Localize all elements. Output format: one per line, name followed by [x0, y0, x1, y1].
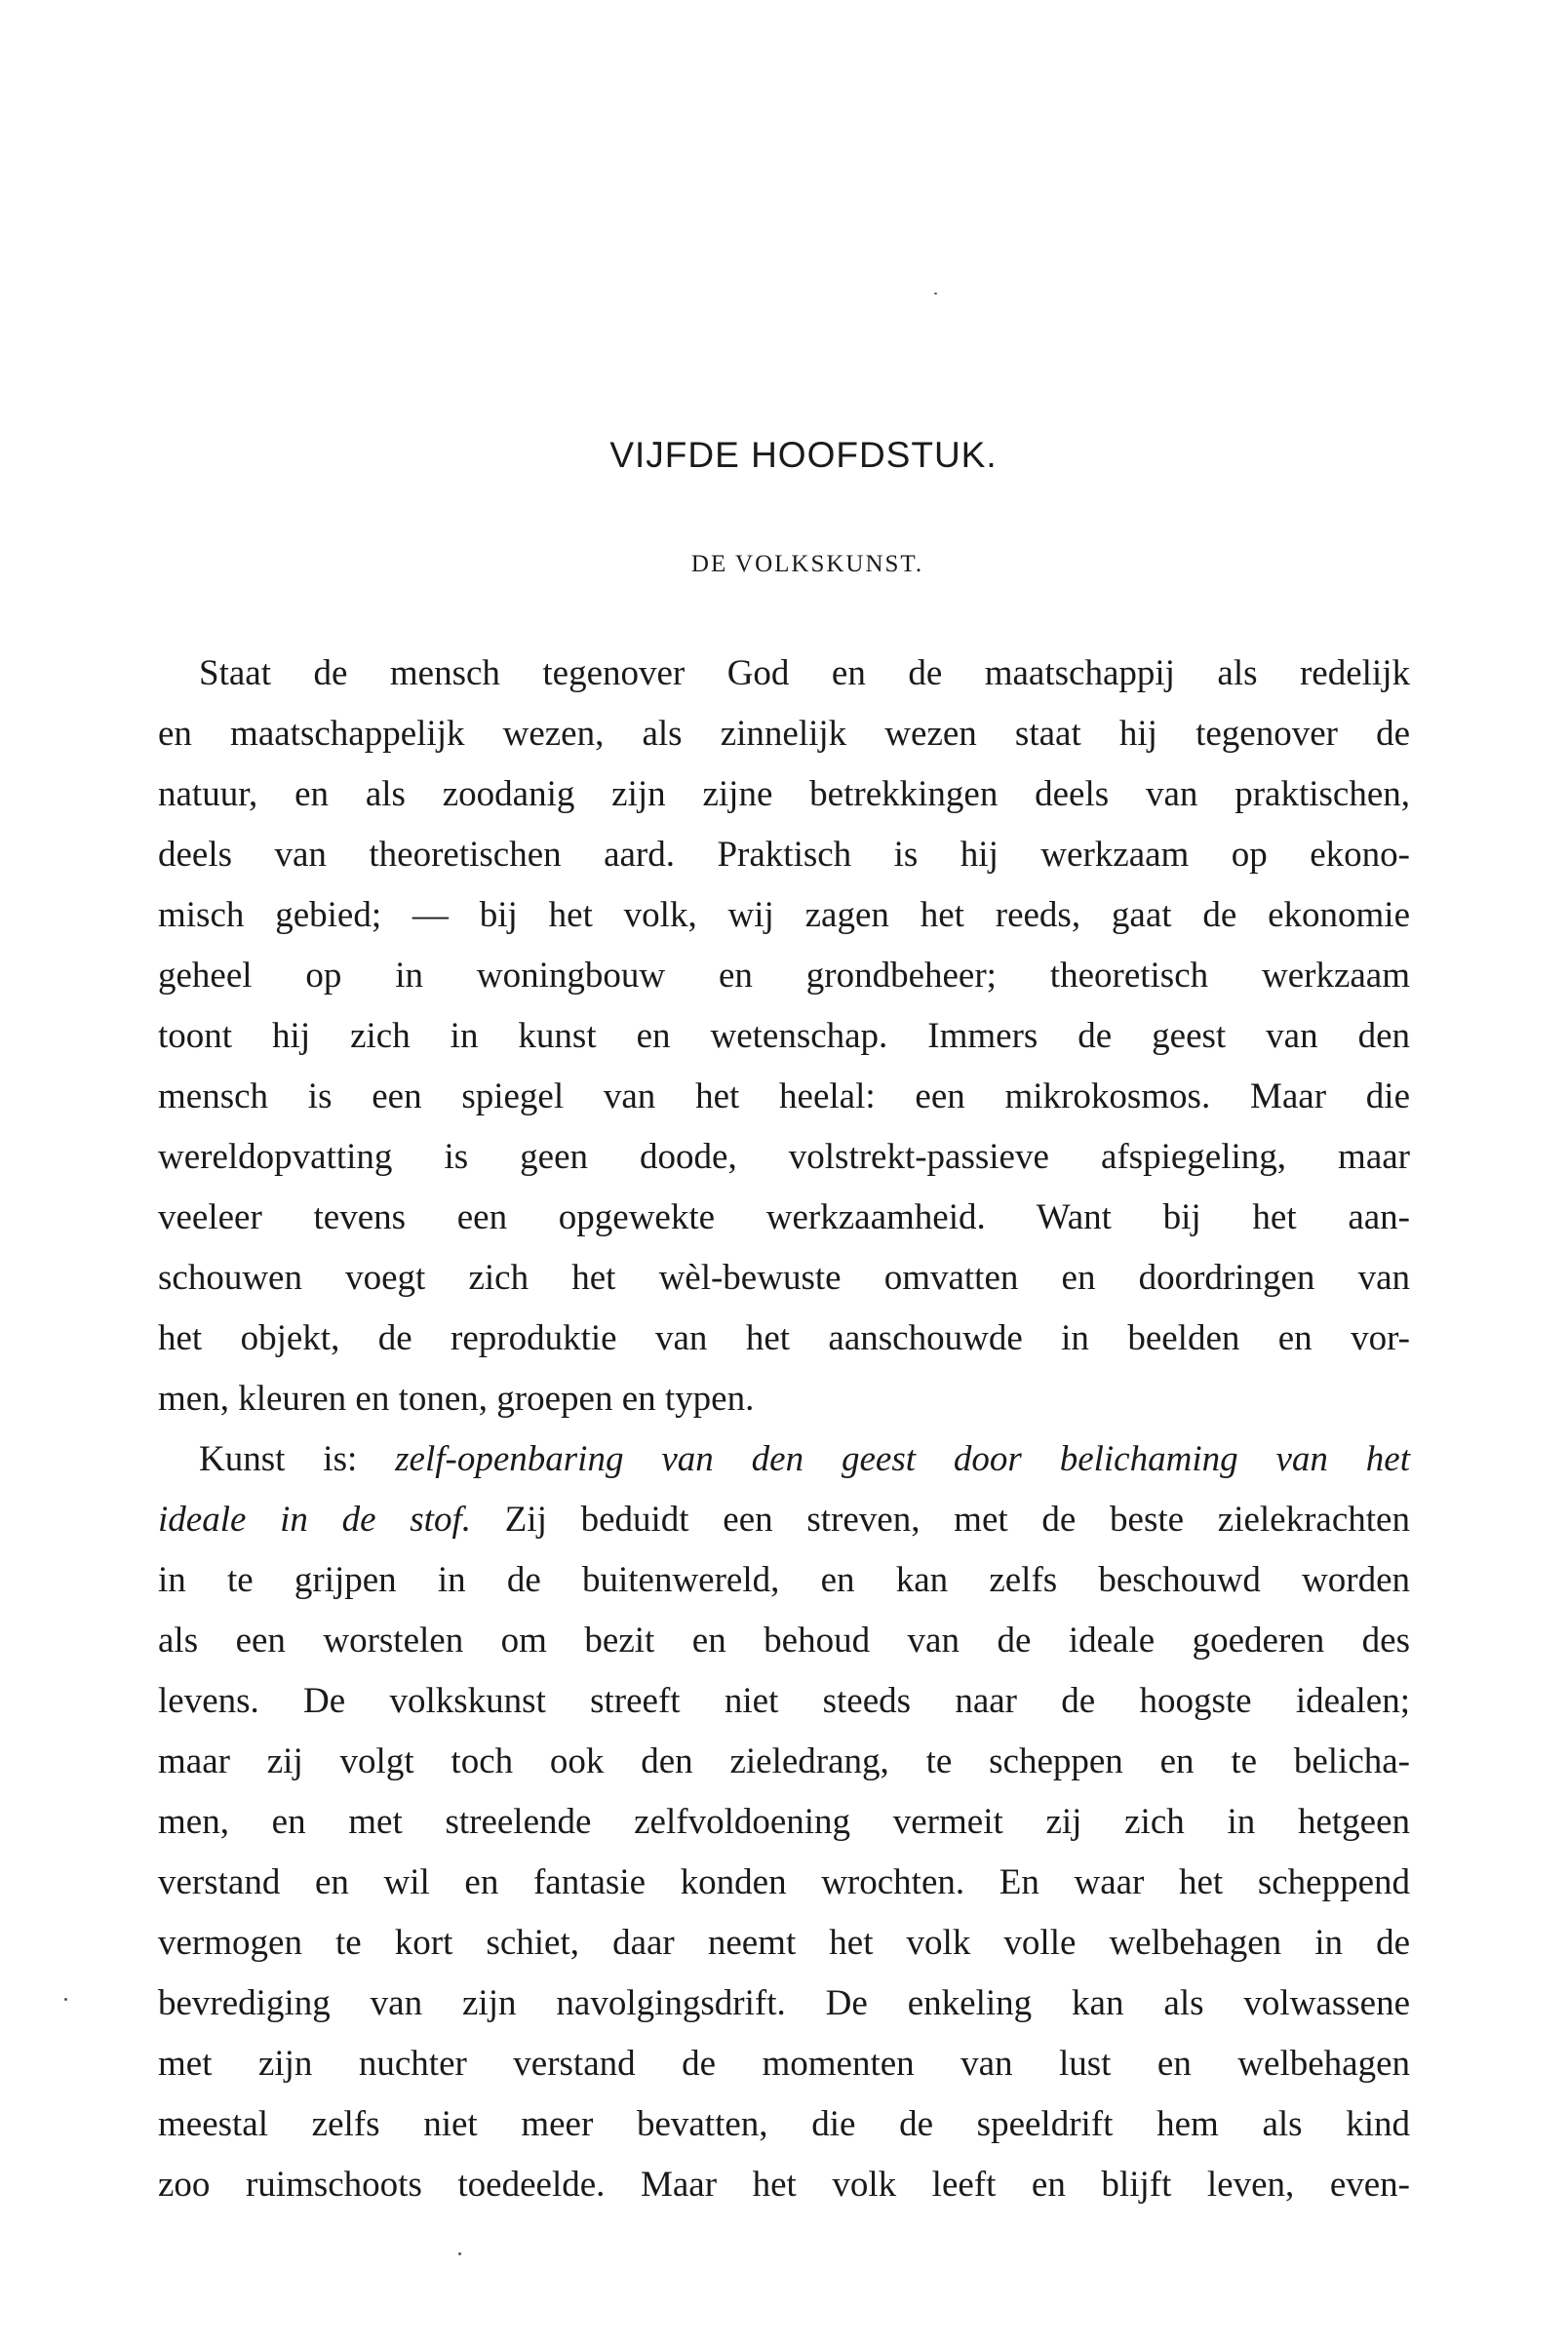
text-line: meestal zelfs niet meer bevatten, die de speeldrift hem als kind	[158, 2104, 1410, 2144]
text-line: met zijn nuchter verstand de momenten van lust en welbehagen	[158, 2044, 1410, 2084]
body-text	[158, 644, 1410, 2215]
text-line: wereldopvatting is geen doode, volstrekt-passieve afspiegeling, maar	[158, 1137, 1410, 1177]
text-line: men, en met streelende zelfvoldoening vermeit zij zich in hetgeen	[158, 1802, 1410, 1842]
paragraph-1	[158, 644, 1410, 1429]
text-line: toont hij zich in kunst en wetenschap. Immers de geest van den	[158, 1016, 1410, 1056]
text-line: het objekt, de reproduktie van het aanschouwde in beelden en vor-	[158, 1318, 1410, 1358]
text-line: maar zij volgt toch ook den zieledrang, te scheppen en te belicha-	[158, 1741, 1410, 1781]
definition-italic: ideale in de stof.	[158, 1500, 471, 1540]
text-line: misch gebied; — bij het volk, wij zagen het reeds, gaat de ekonomie	[158, 895, 1410, 935]
text-line: verstand en wil en fantasie konden wrochten. En waar het scheppend	[158, 1862, 1410, 1902]
text-line: in te grijpen in de buitenwereld, en kan zelfs beschouwd worden	[158, 1560, 1410, 1600]
text-line: als een worstelen om bezit en behoud van de ideale goederen des	[158, 1621, 1410, 1661]
text-line: schouwen voegt zich het wèl-bewuste omvatten en doordringen van	[158, 1258, 1410, 1298]
definition-italic: zelf-openbaring van den geest door belichaming van het	[395, 1439, 1411, 1479]
text-line: geheel op in woningbouw en grondbeheer; theoretisch werkzaam	[158, 956, 1410, 996]
text-line: veeleer tevens een opgewekte werkzaamheid. Want bij het aan-	[158, 1197, 1410, 1237]
text-line: men, kleuren en tonen, groepen en typen.	[158, 1379, 755, 1419]
text-line: mensch is een spiegel van het heelal: een mikrokosmos. Maar die	[158, 1076, 1410, 1116]
text-line: en maatschappelijk wezen, als zinnelijk wezen staat hij tegenover de	[158, 714, 1410, 754]
section-title: DE VOLKSKUNST.	[690, 551, 924, 577]
text-line	[158, 1490, 1410, 1550]
text-line: zoo ruimschoots toedeelde. Maar het volk leeft en blijft leven, even-	[158, 2165, 1410, 2205]
paragraph-2	[158, 1429, 1410, 2215]
text-line: natuur, en als zoodanig zijn zijne betrekkingen deels van praktischen,	[158, 774, 1410, 814]
text-line: levens. De volkskunst streeft niet steeds naar de hoogste idealen;	[158, 1681, 1410, 1721]
text-line: vermogen te kort schiet, daar neemt het volk volle welbehagen in de	[158, 1923, 1410, 1963]
text-line: bevrediging van zijn navolgingsdrift. De enkeling kan als volwassene	[158, 1983, 1410, 2023]
text-line: deels van theoretischen aard. Praktisch is hij werkzaam op ekono-	[158, 835, 1410, 875]
text-line: Staat de mensch tegenover God en de maatschappij als redelijk	[199, 653, 1410, 693]
text-run: Zij beduidt een streven, met de beste zielekrachten	[470, 1500, 1410, 1540]
text-line	[158, 1429, 1410, 1490]
text-run: Kunst is:	[199, 1439, 396, 1479]
chapter-title: VIJFDE HOOFDSTUK.	[609, 435, 998, 475]
